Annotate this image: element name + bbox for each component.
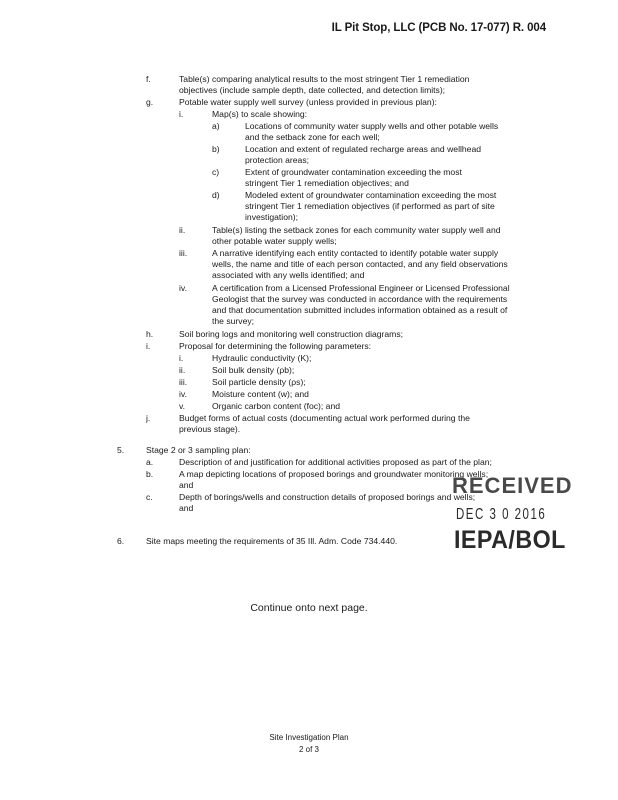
item-i-ii-text: Soil bulk density (ρb); xyxy=(212,365,295,375)
item-g-ii-text: Table(s) listing the setback zones for each community water supply well and other potable water supply wells; xyxy=(212,225,501,246)
item-g-iii-text: A narrative identifying each entity contacted to identify potable water supply wells, the name and title of each person contacted, and any field observations associated with any wells identified; and xyxy=(212,248,508,280)
received-date-stamp: DEC 3 0 2016 xyxy=(456,507,547,524)
item-marker: c) xyxy=(212,167,220,177)
item-i-text: Proposal for determining the following parameters: xyxy=(179,341,372,351)
item-marker: b. xyxy=(146,469,154,479)
item-5b-text: A map depicting locations of proposed borings and groundwater monitoring wells; xyxy=(179,469,489,479)
section-5-text: Stage 2 or 3 sampling plan: xyxy=(146,445,251,455)
item-i-iv-text: Moisture content (w); and xyxy=(212,389,309,399)
item-marker: h. xyxy=(146,329,154,339)
item-marker: ii. xyxy=(179,225,186,235)
item-marker: i. xyxy=(146,341,151,351)
item-marker: j. xyxy=(146,413,151,423)
item-marker: f. xyxy=(146,74,151,84)
item-i-iii-text: Soil particle density (ρs); xyxy=(212,377,306,387)
item-marker: g. xyxy=(146,97,154,107)
item-marker: v. xyxy=(179,401,186,411)
item-marker: iv. xyxy=(179,283,187,293)
item-marker: a) xyxy=(212,121,220,131)
item-5a-text: Description of and justification for additional activities proposed as part of the plan; xyxy=(179,457,492,467)
section-6-text: Site maps meeting the requirements of 35 Ill. Adm. Code 734.440. xyxy=(146,536,398,546)
item-g-i-d-text: Modeled extent of groundwater contamination exceeding the most stringent Tier 1 remediation objectives (if performed as part of site investigation); xyxy=(245,190,497,222)
item-g-i-c-text: Extent of groundwater contamination exceeding the most stringent Tier 1 remediation objectives; and xyxy=(245,167,462,188)
item-i-v-text: Organic carbon content (foc); and xyxy=(212,401,341,411)
item-j-text: Budget forms of actual costs (documenting actual work performed during the previous stage). xyxy=(179,413,470,434)
continue-note: Continue onto next page. xyxy=(250,602,368,614)
item-g-i-text: Map(s) to scale showing: xyxy=(212,109,308,119)
item-marker: a. xyxy=(146,457,154,467)
item-5b-and: and xyxy=(179,480,194,490)
item-g-text: Potable water supply well survey (unless provided in previous plan): xyxy=(179,97,437,107)
item-marker: iv. xyxy=(179,389,187,399)
agency-stamp: IEPA/BOL xyxy=(454,526,566,554)
item-marker: c. xyxy=(146,492,153,502)
item-marker: ii. xyxy=(179,365,186,375)
page-number: 2 of 3 xyxy=(298,745,319,754)
item-marker: iii. xyxy=(179,377,188,387)
item-5c-and: and xyxy=(179,503,194,513)
item-g-i-a-text: Locations of community water supply wells and other potable wells and the setback zone for each well; xyxy=(245,121,499,142)
item-h-text: Soil boring logs and monitoring well construction diagrams; xyxy=(179,329,404,339)
item-marker: d) xyxy=(212,190,220,200)
item-f-text: Table(s) comparing analytical results to the most stringent Tier 1 remediation objectives (include sample depth, date collected, and detection limits); xyxy=(179,74,470,95)
item-g-i-b-text: Location and extent of regulated recharge areas and wellhead protection areas; xyxy=(245,144,482,165)
section-marker: 5. xyxy=(117,445,125,455)
item-i-i-text: Hydraulic conductivity (K); xyxy=(212,353,312,363)
section-marker: 6. xyxy=(117,536,125,546)
item-g-iv-text: A certification from a Licensed Professional Engineer or Licensed Professional Geologist that the survey was conducted in accordance with the requirements and that documentation submitted includes information obtained as a result of the survey; xyxy=(212,283,510,326)
document-header: IL Pit Stop, LLC (PCB No. 17-077) R. 004 xyxy=(331,22,546,34)
received-stamp: RECEIVED xyxy=(452,473,573,498)
item-5c-text: Depth of borings/wells and construction details of proposed borings and wells; xyxy=(179,492,476,502)
item-marker: i. xyxy=(179,109,184,119)
footer-title: Site Investigation Plan xyxy=(269,733,349,742)
item-marker: i. xyxy=(179,353,184,363)
item-marker: iii. xyxy=(179,248,188,258)
item-marker: b) xyxy=(212,144,220,154)
